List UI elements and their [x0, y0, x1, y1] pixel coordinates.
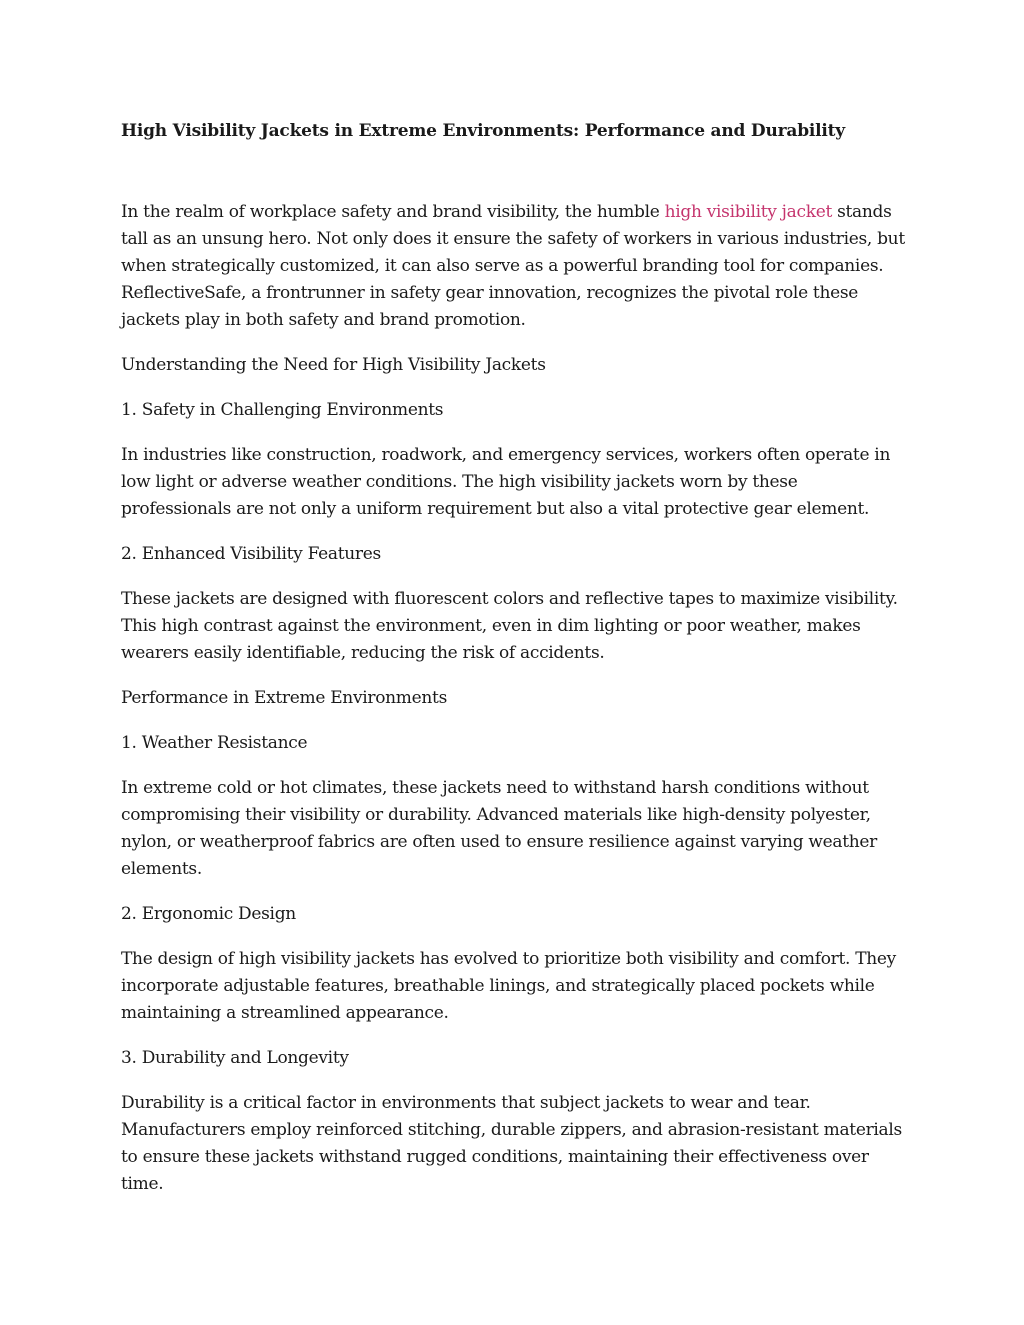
subheading-ergonomic-design: 2. Ergonomic Design	[121, 904, 296, 924]
high-visibility-jacket-link[interactable]: high visibility jacket	[664, 202, 832, 222]
section-heading-performance: Performance in Extreme Environments	[121, 688, 447, 708]
paragraph-weather-resistance: In extreme cold or hot climates, these jackets need to withstand harsh conditions without compromising their visibility or durability. Advanced materials like high-density polyester, nylon, or weatherproof fabrics are often used to ensure resilience against varying weather elements.	[121, 778, 877, 879]
subheading-safety: 1. Safety in Challenging Environments	[121, 400, 444, 420]
paragraph-ergonomic-design: The design of high visibility jackets has evolved to prioritize both visibility and comfort. They incorporate adjustable features, breathable linings, and strategically placed pockets while maintaining a streamlined appearance.	[121, 949, 896, 1023]
paragraph-durability: Durability is a critical factor in environments that subject jackets to wear and tear. Manufacturers employ reinforced stitching, durable zippers, and abrasion-resistant materials to ensure these jackets withstand rugged conditions, maintaining their effectiveness over time.	[121, 1093, 902, 1194]
section-heading-understanding: Understanding the Need for High Visibility Jackets	[121, 355, 546, 375]
intro-text-after-link: stands tall as an unsung hero. Not only does it ensure the safety of workers in various industries, but when strategically customized, it can also serve as a powerful branding tool for companies. ReflectiveSafe, a frontrunner in safety gear innovation, recognizes the pivotal role these jackets play in both safety and brand promotion.	[121, 202, 905, 330]
document-title: High Visibility Jackets in Extreme Environments: Performance and Durability	[121, 121, 845, 141]
intro-paragraph	[121, 199, 911, 334]
intro-text-before-link: In the realm of workplace safety and brand visibility, the humble	[121, 202, 665, 222]
subheading-visibility-features: 2. Enhanced Visibility Features	[121, 544, 381, 564]
subheading-weather-resistance: 1. Weather Resistance	[121, 733, 308, 753]
document-page	[121, 118, 911, 1216]
paragraph-safety: In industries like construction, roadwork, and emergency services, workers often operate in low light or adverse weather conditions. The high visibility jackets worn by these professionals are not only a uniform requirement but also a vital protective gear element.	[121, 445, 891, 519]
paragraph-visibility-features: These jackets are designed with fluorescent colors and reflective tapes to maximize visibility. This high contrast against the environment, even in dim lighting or poor weather, makes wearers easily identifiable, reducing the risk of accidents.	[121, 589, 898, 663]
subheading-durability: 3. Durability and Longevity	[121, 1048, 349, 1068]
